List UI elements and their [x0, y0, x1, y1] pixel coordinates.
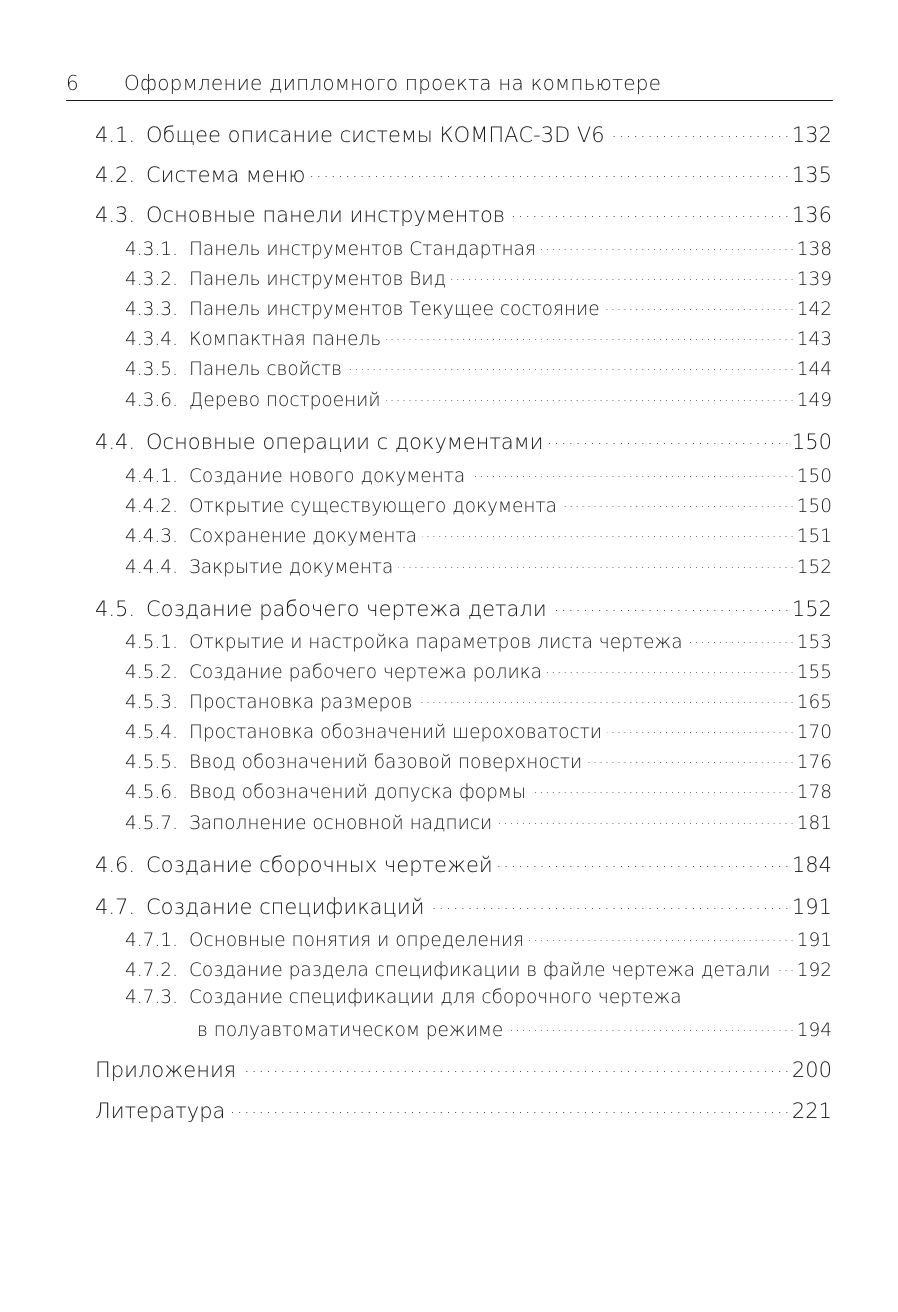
toc-title: Компактная панель [189, 328, 382, 350]
toc-entry[interactable] [125, 296, 832, 320]
toc-number: 4.7.2. [125, 959, 178, 981]
dot-leader [547, 659, 793, 678]
toc-number: 4.3. [95, 203, 136, 227]
toc-title: Приложения [95, 1058, 237, 1082]
dot-leader [497, 810, 792, 829]
dot-leader [310, 161, 787, 182]
toc-number: 4.4. [95, 430, 136, 454]
dot-leader [529, 927, 793, 946]
toc-entry[interactable] [125, 554, 832, 578]
toc-page: 149 [796, 389, 832, 411]
toc-page: 191 [796, 929, 832, 951]
toc-page: 132 [791, 123, 832, 147]
toc-page: 194 [796, 1019, 832, 1041]
toc-number: 4.5.7. [125, 812, 178, 834]
toc-title: Закрытие документа [189, 556, 394, 578]
toc-entry[interactable] [95, 121, 832, 147]
dot-leader [430, 893, 788, 914]
toc-page: 170 [796, 721, 832, 743]
dot-leader [688, 629, 793, 648]
toc-entry[interactable] [125, 523, 832, 547]
toc-entry[interactable] [125, 957, 832, 981]
toc-page: 152 [791, 597, 832, 621]
dot-leader [610, 121, 788, 142]
toc-number: 4.4.4. [125, 556, 178, 578]
header-title: Оформление дипломного проекта на компьютере [124, 71, 662, 95]
toc-entry[interactable] [95, 428, 832, 454]
toc-title: Создание сборочных чертежей [146, 853, 493, 877]
toc-title: Простановка размеров [189, 691, 413, 713]
toc-title: Панель инструментов Вид [189, 268, 447, 290]
toc-page: 191 [791, 895, 832, 919]
toc-entry[interactable] [125, 266, 832, 290]
toc-title: Заполнение основной надписи [189, 812, 493, 834]
toc-entry[interactable] [95, 1056, 832, 1082]
toc-entry[interactable] [125, 387, 832, 411]
toc-number: 4.5.4. [125, 721, 178, 743]
toc-number: 4.5.3. [125, 691, 178, 713]
dot-leader [541, 236, 793, 255]
dot-leader [552, 595, 788, 616]
toc-entry[interactable] [125, 659, 832, 683]
toc-entry[interactable] [125, 326, 832, 350]
toc-page: 192 [796, 959, 832, 981]
toc-page: 153 [796, 631, 832, 653]
toc-page: 221 [791, 1099, 832, 1123]
toc-entry-continuation[interactable] [197, 1017, 832, 1041]
toc-title: Основные операции с документами [146, 430, 544, 454]
dot-leader [508, 1017, 792, 1036]
toc-title: Простановка обозначений шероховатости [189, 721, 602, 743]
dot-leader [531, 779, 793, 798]
toc-page: 136 [791, 203, 832, 227]
toc-number: 4.7.1. [125, 929, 178, 951]
toc-entry[interactable] [125, 927, 832, 951]
toc-title: Создание раздела спецификации в файле чертежа детали [189, 959, 771, 981]
toc-page: 143 [796, 328, 832, 350]
toc-number: 4.4.1. [125, 465, 178, 487]
toc-page: 150 [796, 465, 832, 487]
toc-number: 4.3.6. [125, 389, 178, 411]
toc-title: Дерево построений [189, 389, 381, 411]
toc-page: 184 [791, 853, 832, 877]
toc-number: 4.3.3. [125, 298, 178, 320]
toc-entry[interactable] [125, 493, 832, 517]
toc-number: 4.5.1. [125, 631, 178, 653]
toc-page: 150 [796, 495, 832, 517]
dot-leader [347, 356, 793, 375]
running-header [66, 68, 833, 101]
toc-entry[interactable] [125, 719, 832, 743]
toc-title: Сохранение документа [189, 525, 417, 547]
dot-leader [470, 463, 792, 482]
toc-title: Открытие существующего документа [189, 495, 557, 517]
dot-leader [386, 387, 793, 406]
dot-leader [498, 851, 788, 872]
toc-number: 4.5.5. [125, 751, 178, 773]
toc-title: Панель свойств [189, 358, 343, 380]
toc-page: 142 [796, 298, 832, 320]
toc-number: 4.3.4. [125, 328, 178, 350]
toc-title: в полуавтоматическом режиме [197, 1019, 504, 1041]
toc-entry[interactable] [95, 201, 832, 227]
toc-number: 4.7.3. [125, 987, 178, 1008]
toc-title: Создание нового документа [189, 465, 466, 487]
toc-page: 200 [791, 1058, 832, 1082]
toc-title: Основные понятия и определения [189, 929, 525, 951]
toc-page: 144 [796, 358, 832, 380]
dot-leader [417, 689, 792, 708]
toc-entry[interactable] [125, 356, 832, 380]
page-number: 6 [66, 71, 79, 95]
toc-number: 4.5. [95, 597, 136, 621]
toc-title: Создание рабочего чертежа ролика [189, 661, 542, 683]
toc-page: 155 [796, 661, 832, 683]
toc-entry[interactable] [125, 987, 832, 1008]
toc-page: 139 [796, 268, 832, 290]
toc-entry[interactable] [95, 161, 832, 187]
toc-title: Открытие и настройка параметров листа чертежа [189, 631, 683, 653]
dot-leader [386, 326, 792, 345]
toc-title: Литература [95, 1099, 226, 1123]
toc-page: 176 [796, 751, 832, 773]
toc-entry[interactable] [95, 595, 832, 621]
dot-leader [605, 296, 793, 315]
dot-leader [451, 266, 793, 285]
toc-title: Ввод обозначений базовой поверхности [189, 751, 583, 773]
toc-entry[interactable] [125, 689, 832, 713]
toc-title: Основные панели инструментов [146, 203, 506, 227]
toc-page: 181 [796, 812, 832, 834]
toc-entry[interactable] [125, 779, 832, 803]
dot-leader [587, 749, 793, 768]
toc-title: Создание спецификации для сборочного чертежа [189, 987, 682, 1008]
dot-leader [562, 493, 793, 512]
toc-title: Панель инструментов Стандартная [189, 238, 536, 260]
toc-number: 4.6. [95, 853, 136, 877]
toc-entry[interactable] [125, 463, 832, 487]
toc-entry[interactable] [95, 893, 832, 919]
dot-leader [241, 1056, 788, 1077]
dot-leader [548, 428, 787, 449]
toc-number: 4.3.5. [125, 358, 178, 380]
toc-title: Создание спецификаций [146, 895, 425, 919]
toc-number: 4.2. [95, 163, 136, 187]
toc-page: 165 [796, 691, 832, 713]
dot-leader [607, 719, 793, 738]
toc-page: 138 [796, 238, 832, 260]
toc-entry[interactable] [95, 1097, 832, 1123]
toc-number: 4.1. [95, 123, 136, 147]
toc-page: 150 [791, 430, 832, 454]
dot-leader [398, 554, 792, 573]
toc-title: Ввод обозначений допуска формы [189, 781, 526, 803]
dot-leader [510, 201, 788, 222]
toc-title: Создание рабочего чертежа детали [146, 597, 547, 621]
toc-number: 4.5.2. [125, 661, 178, 683]
toc-number: 4.7. [95, 895, 136, 919]
toc-entry[interactable] [95, 851, 832, 877]
toc-number: 4.5.6. [125, 781, 178, 803]
toc-number: 4.4.3. [125, 525, 178, 547]
toc-entry[interactable] [125, 749, 832, 773]
toc-number: 4.3.1. [125, 238, 178, 260]
toc-entry[interactable] [125, 236, 832, 260]
toc-page: 178 [796, 781, 832, 803]
toc-page: 135 [791, 163, 832, 187]
toc-title: Общее описание системы КОМПАС-3D V6 [146, 123, 605, 147]
toc-number: 4.4.2. [125, 495, 178, 517]
toc-page: 151 [796, 525, 832, 547]
toc-title: Панель инструментов Текущее состояние [189, 298, 600, 320]
dot-leader [230, 1097, 787, 1118]
dot-leader [422, 523, 793, 542]
toc-title: Система меню [146, 163, 306, 187]
toc-entry[interactable] [125, 629, 832, 653]
toc-page: 152 [796, 556, 832, 578]
toc-number: 4.3.2. [125, 268, 178, 290]
toc-entry[interactable] [125, 810, 832, 834]
dot-leader [775, 957, 792, 976]
